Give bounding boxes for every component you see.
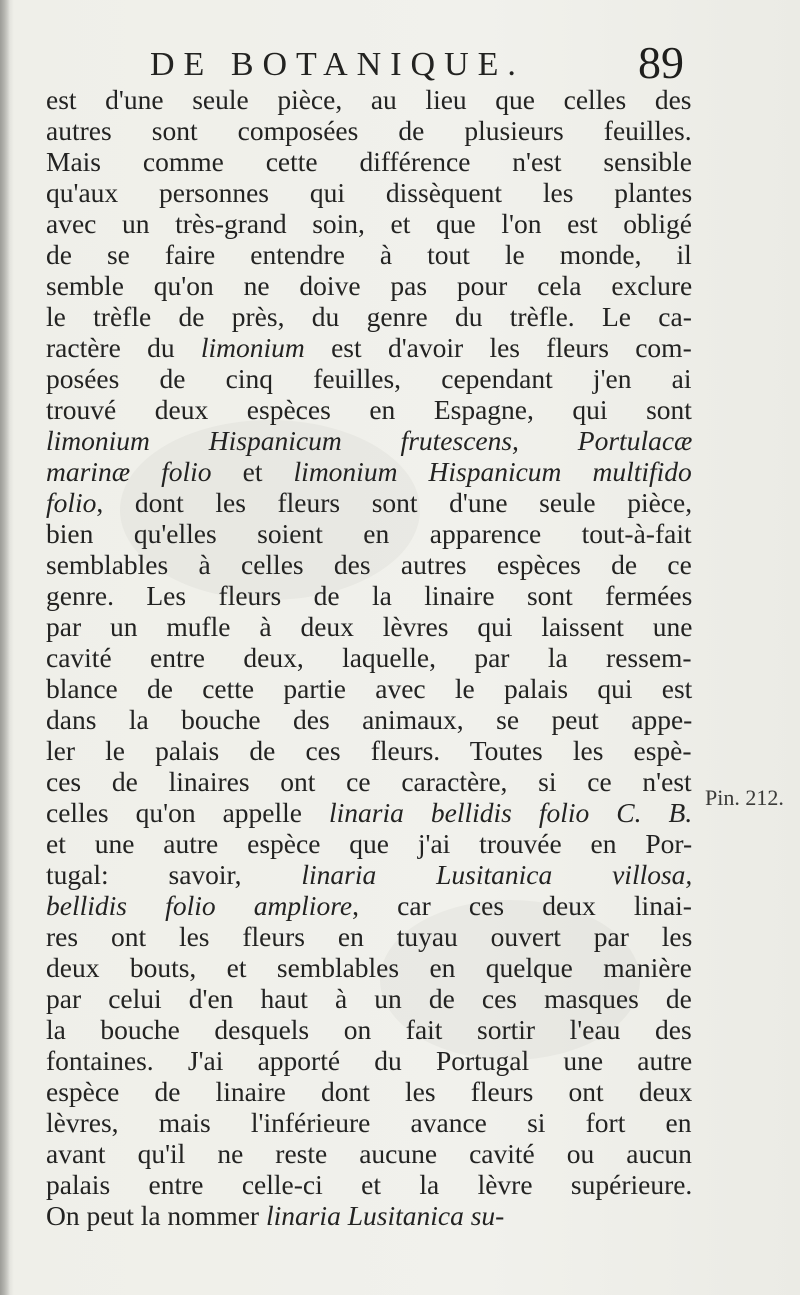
text-segment: lèvres, mais l'inférieure avance si fort en — [46, 1107, 692, 1138]
italic-segment: limonium Hispanicum multifido — [293, 456, 692, 487]
text-line — [46, 115, 692, 146]
text-segment: dans la bouche des animaux, se peut appe- — [46, 704, 693, 735]
text-line — [46, 425, 692, 456]
italic-segment: marinæ folio — [46, 456, 212, 487]
text-line — [46, 1107, 692, 1138]
text-segment: de se faire entendre à tout le monde, il — [46, 239, 692, 270]
running-head: DE BOTANIQUE. — [150, 46, 525, 83]
text-line — [46, 797, 692, 828]
text-line — [46, 84, 692, 115]
text-line — [46, 1138, 692, 1169]
italic-segment: limonium — [200, 332, 305, 363]
text-segment: tugal: savoir, — [46, 859, 302, 890]
text-segment: espèce de linaire dont les fleurs ont deux — [46, 1076, 693, 1107]
text-segment: cavité entre deux, laquelle, par la ressem- — [46, 642, 692, 673]
text-line — [46, 487, 692, 518]
text-line — [46, 673, 692, 704]
text-line — [46, 1045, 692, 1076]
text-segment: ler le palais de ces fleurs. Toutes les espè- — [46, 735, 692, 766]
text-segment: le trèfle de près, du genre du trèfle. Le ca- — [46, 301, 692, 332]
text-segment: celles qu'on appelle — [46, 797, 329, 828]
text-segment: qu'aux personnes qui dissèquent les plantes — [46, 177, 693, 208]
text-segment: deux bouts, et semblables en quelque manière — [46, 952, 692, 983]
text-segment: semblables à celles des autres espèces de ce — [46, 549, 692, 580]
text-line — [46, 1200, 692, 1231]
text-segment: et une autre espèce que j'ai trouvée en Por- — [46, 828, 693, 859]
text-segment: est d'une seule pièce, au lieu que celles des — [46, 84, 692, 115]
text-segment: , dont les fleurs sont d'une seule pièce, — [96, 487, 693, 518]
text-segment: posées de cinq feuilles, cependant j'en ai — [46, 363, 692, 394]
text-line — [46, 1076, 692, 1107]
text-segment: ces de linaires ont ce caractère, si ce n'est — [46, 766, 692, 797]
text-segment: palais entre celle-ci et la lèvre supérieure. — [46, 1169, 693, 1200]
page-number: 89 — [638, 37, 684, 88]
text-line — [46, 580, 692, 611]
text-line — [46, 952, 692, 983]
text-line — [46, 1169, 692, 1200]
text-line — [46, 332, 692, 363]
text-segment: la bouche desquels on fait sortir l'eau des — [46, 1014, 692, 1045]
text-segment: autres sont composées de plusieurs feuilles. — [46, 115, 692, 146]
italic-segment: linaria bellidis folio C. B. — [329, 797, 693, 828]
text-segment: semble qu'on ne doive pas pour cela exclure — [46, 270, 693, 301]
text-line — [46, 518, 692, 549]
page-header — [46, 28, 800, 88]
text-segment: et — [211, 456, 294, 487]
italic-segment: bellidis folio ampliore — [46, 890, 353, 921]
text-line — [46, 270, 692, 301]
text-segment: avant qu'il ne reste aucune cavité ou aucun — [46, 1138, 692, 1169]
text-segment: blance de cette partie avec le palais qui est — [46, 673, 693, 704]
text-line — [46, 766, 692, 797]
text-line — [46, 239, 692, 270]
text-segment: fontaines. J'ai apporté du Portugal une autre — [46, 1045, 693, 1076]
text-segment: avec un très-grand soin, et que l'on est obligé — [46, 208, 692, 239]
text-line — [46, 921, 692, 952]
text-segment: , car ces deux linai- — [352, 890, 692, 921]
body-text — [46, 84, 692, 1231]
text-segment: On peut la nommer — [46, 1200, 266, 1231]
text-segment: genre. Les fleurs de la linaire sont fermées — [46, 580, 693, 611]
text-segment: est d'avoir les fleurs com- — [304, 332, 692, 363]
text-line — [46, 301, 692, 332]
italic-segment: linaria Lusitanica su- — [265, 1200, 505, 1231]
italic-segment: limonium Hispanicum frutescens, Portulacæ — [46, 425, 693, 456]
text-line — [46, 828, 692, 859]
text-line — [46, 890, 692, 921]
italic-segment: folio — [46, 487, 97, 518]
text-line — [46, 611, 692, 642]
text-line — [46, 549, 692, 580]
text-line — [46, 983, 692, 1014]
margin-reference-note: Pin. 212. — [705, 785, 784, 810]
text-line — [46, 859, 692, 890]
text-line — [46, 642, 692, 673]
text-line — [46, 177, 692, 208]
text-segment: par un mufle à deux lèvres qui laissent une — [46, 611, 693, 642]
text-line — [46, 208, 692, 239]
text-line — [46, 735, 692, 766]
text-line — [46, 363, 692, 394]
text-segment: Mais comme cette différence n'est sensible — [46, 146, 693, 177]
text-segment: bien qu'elles soient en apparence tout-à-fait — [46, 518, 692, 549]
text-line — [46, 1014, 692, 1045]
text-segment: trouvé deux espèces en Espagne, qui sont — [46, 394, 692, 425]
text-segment: par celui d'en haut à un de ces masques de — [46, 983, 692, 1014]
italic-segment: linaria Lusitanica villosa, — [301, 859, 693, 890]
text-segment: res ont les fleurs en tuyau ouvert par les — [46, 921, 693, 952]
text-line — [46, 394, 692, 425]
text-line — [46, 456, 692, 487]
text-line — [46, 704, 692, 735]
text-line — [46, 146, 692, 177]
text-segment: ractère du — [46, 332, 201, 363]
